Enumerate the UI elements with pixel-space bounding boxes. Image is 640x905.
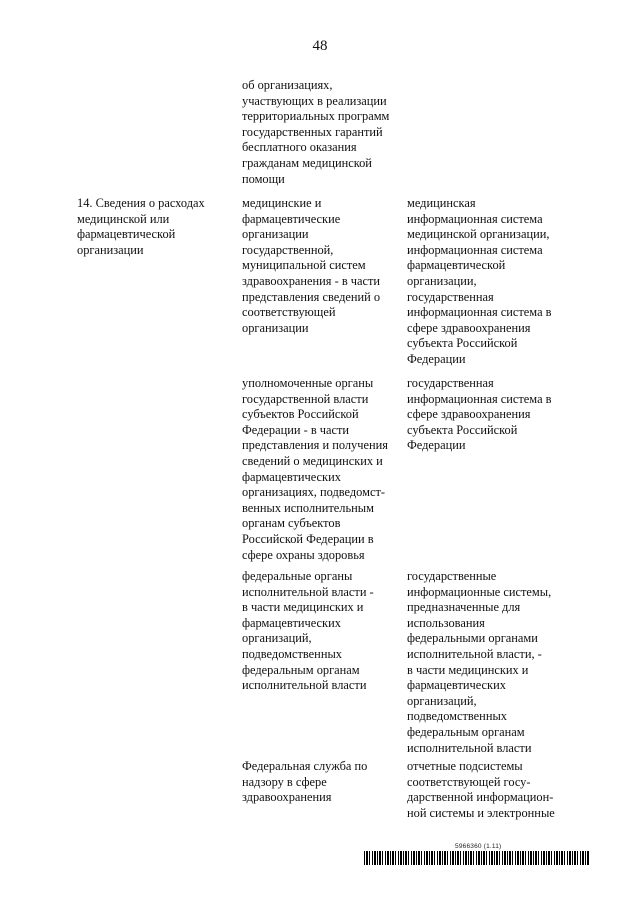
barcode-icon xyxy=(364,851,590,865)
item-title-cell: 14. Сведения о расходах медицинской или фармацевтической организации xyxy=(77,196,205,257)
providers-cell: об организациях, участвующих в реализации территориальных программ государственных гарантий бесплатного оказания гражданам медицинской помощи xyxy=(242,78,390,186)
providers-cell: медицинские и фармацевтические организации государственной, муниципальной систем здравоохранения - в части представления сведений о соответствующей организации xyxy=(242,196,381,335)
barcode-number: 5966360 (1.11) xyxy=(455,843,502,850)
systems-cell: медицинская информационная система медицинской организации, информационная система фармацевтической организации, государственная информационная система в сфере здравоохранения субъекта Российской Федерации xyxy=(407,196,552,366)
systems-cell: государственные информационные системы, предназначенные для использования федеральными органами исполнительной власти, - в части медицинских и фармацевтических организаций, подведомственных федеральным органам исполнительной власти xyxy=(407,569,552,755)
providers-cell: Федеральная служба по надзору в сфере здравоохранения xyxy=(242,759,368,805)
systems-cell: отчетные подсистемы соответствующей госу- дарственной информацион- ной системы и электронные xyxy=(407,759,555,820)
page-number: 48 xyxy=(312,38,328,54)
providers-cell: уполномоченные органы государственной власти субъектов Российской Федерации - в части представления и получения сведений о медицинских и фармацевтических организациях, подведомст- венных исполнительным органам субъектов Российской Федерации в сфере охраны здоровья xyxy=(242,376,388,562)
systems-cell: государственная информационная система в сфере здравоохранения субъекта Российской Федерации xyxy=(407,376,552,453)
providers-cell: федеральные органы исполнительной власти - в части медицинских и фармацевтических организаций, подведомственных федеральным органам исполнительной власти xyxy=(242,569,374,693)
